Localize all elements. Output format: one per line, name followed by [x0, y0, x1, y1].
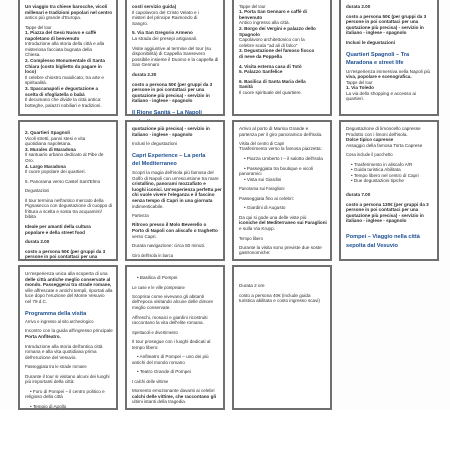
text-line: costo a persona 50€ (per gruppi da 3 — [346, 13, 427, 19]
text-line: ville affrescate e antichi templi, riportati alla — [25, 287, 113, 293]
text-line: Da qui si gode una delle viste più — [239, 214, 307, 220]
text-line: costo a persona 40€ (include guida — [239, 292, 311, 298]
text-line: religioso della città — [25, 394, 63, 400]
text-line: luce dopo l'eruzione del Monte Vesuvio — [25, 293, 105, 299]
text-line: luoghi iconici. Un'esperienza perfetta per — [132, 186, 222, 192]
text-line: chi vuole vivere l'eleganza e il fascino — [132, 192, 215, 198]
section-heading: Capri Experience – La perla — [132, 152, 206, 159]
text-line: Scoprirai come vivevano gli abitanti — [132, 293, 205, 299]
text-line: Il decumano che divide la città antica: — [25, 97, 102, 103]
bullet-item: • Teatro Grande di Pompei — [132, 369, 218, 375]
text-line: misteriosa facciata bugnata della — [25, 46, 92, 52]
subsection-label: Le case e le ville pompeiane — [132, 284, 185, 290]
text-line: partenza per il giro panoramico dell'isola. — [239, 131, 323, 137]
subsection-label: Cosa include il pacchetto — [346, 152, 393, 158]
text-line: durata 2.00 — [25, 239, 50, 245]
text-line: tempo libero: — [132, 344, 159, 350]
page-card — [339, 0, 439, 116]
subsection-label: Degustazioni — [25, 188, 50, 194]
text-line: 1. Via Toledo — [346, 85, 374, 91]
text-line: italiano - inglese - spagnolo — [346, 218, 407, 224]
subsection-label: Giro dell'isola in barca — [132, 252, 174, 258]
text-line: quotidiana napoletana. — [25, 141, 72, 147]
text-line: delle città antiche meglio conservate al — [25, 276, 111, 282]
text-line: popolare e della street food — [25, 229, 85, 235]
subsection-label: I calchi delle vittime — [132, 378, 169, 384]
text-line: Inclusi le degustazioni — [132, 141, 177, 147]
text-line: iconiche del Mediterraneo sui Faraglioni — [239, 220, 327, 226]
text-line: Un viaggio tra chiese barocche, vicoli — [25, 4, 108, 9]
text-line: Sanità — [239, 84, 253, 90]
text-line: senza tempo di Capri in una giornata — [132, 197, 213, 203]
text-line: dell'eruzione del Vesuvio. — [25, 354, 77, 360]
text-line: spiritualità. — [25, 80, 47, 86]
page-card — [125, 265, 225, 410]
text-line: millenari e tradizioni popolari nel centro — [25, 9, 113, 15]
text-line: disponibilità) di Cappella Sansevero — [132, 51, 206, 57]
bullet-item: • Foro di Pompei – il centro politico e — [25, 389, 111, 395]
text-line: Il tour termina nell'antico mercato della — [25, 197, 104, 203]
text-line: 4. Largo Maradona — [25, 163, 66, 169]
bullet-item: • Giardini di Augusto — [239, 205, 325, 211]
text-line: 1. Piazza del Gesù Nuovo e caffè — [25, 29, 97, 35]
text-line: italiano - inglese - spagnolo — [132, 98, 193, 104]
text-line: Chiara (costo biglietto da pagare in — [25, 63, 102, 69]
text-line: 2. Complesso Monumentale di Santa — [25, 57, 105, 63]
text-line: 5. Panorama verso Castel Sant'Elmo — [25, 178, 101, 184]
text-line: raccontano la vita dell'elite romana. — [132, 320, 204, 326]
text-line: Vicoli stretti, panni stesi e vita — [25, 135, 86, 141]
text-line: quotazione più precisa) - servizio in — [346, 212, 424, 218]
page-card — [18, 0, 118, 116]
page-card — [18, 265, 118, 410]
text-line: La strada dei presepi artigianali. — [132, 35, 198, 41]
text-line: 5. Palazzo Sanfelice — [239, 69, 283, 75]
text-line: persone in poi contattaci per una — [25, 254, 98, 260]
page-card — [232, 0, 332, 116]
text-line: quartieri. — [346, 96, 364, 102]
text-line: 2. Borgo dei Vergini e palazzo dello — [239, 25, 316, 31]
text-line: durata 7.00 — [346, 191, 371, 197]
text-line: 3. Degustazione del famoso fiocco — [239, 48, 315, 54]
bullet-item: • Tempio di Apollo — [25, 404, 111, 410]
bullet-item: • Anfiteatro di Pompei – uno dei più — [132, 354, 218, 360]
text-line: Capolavoro architettonico con la — [239, 37, 305, 43]
text-line: panoramici — [239, 171, 262, 177]
text-line: Oro. — [25, 157, 34, 163]
text-line: Visite aggiuntive al termine del tour (su — [132, 45, 212, 51]
bullet-item: • Tempo libero nel centro di Capri — [346, 173, 432, 179]
section-heading: Programma della visita — [25, 310, 87, 317]
text-line: costo a persona 50€ (per gruppi da 3 — [25, 248, 106, 254]
text-line: italiano - inglese - spagnolo — [346, 30, 407, 36]
text-line: bibita — [25, 214, 36, 220]
text-line: romana e alla vita quotidiana prima — [25, 349, 97, 355]
text-line: Dolce tipico capresse — [346, 137, 394, 143]
text-line: Introduzione alla storia della città e alla — [25, 41, 105, 47]
text-line: Ideale per amanti della cultura — [25, 223, 91, 229]
text-line: costo a persona 130€ (per gruppi da 3 — [346, 201, 429, 207]
bullet-item: • Due degustazioni tipiche — [346, 178, 432, 184]
text-line: Degustazione di limoncello capresse — [346, 126, 421, 131]
text-line: meglio conservate. — [132, 304, 171, 310]
text-line: antichi del mondo romano — [132, 359, 185, 365]
text-line: misteri del principe Raimondo di — [132, 15, 198, 21]
text-line: Prodotto con i limoni dell'isola. — [346, 131, 408, 137]
subsection-label: Tappe del tour — [346, 79, 373, 85]
text-line: Pignasecca con degustazione di cuoppo di — [25, 203, 113, 209]
page-card — [339, 120, 439, 261]
text-line: Trasferimento verso la famosa piazzetta: — [239, 146, 322, 152]
text-line: frittura a scelta e sosta tra acquamirri/ — [25, 208, 102, 214]
bullet-item: • Basilica di Pompei — [132, 275, 218, 281]
spacer — [132, 104, 218, 108]
text-line: Sangro. — [132, 20, 149, 26]
text-line: loco) — [25, 69, 36, 75]
text-line: celebre scala "ad ali di falco" — [239, 42, 298, 48]
spacer — [346, 46, 432, 50]
text-line: dell'epoca visitando alcune delle dimore — [132, 299, 214, 305]
text-line: Il celebre chiostro maiolicato, tra arte e — [25, 74, 104, 80]
text-line: Durata navigazione: circa 50 minuti. — [132, 243, 206, 249]
subsection-label: Passeggiata tra le strade romane — [25, 364, 87, 370]
subsection-label: Tappe del tour — [239, 4, 266, 9]
section-heading: Il Rione Sanità – La Napoli — [132, 109, 202, 116]
text-line: Incontro con la guida all'ingresso principale — [25, 328, 113, 334]
subsection-label: Tappe del tour — [25, 24, 52, 30]
subsection-label: Arrivo e ingresso al sito archeologico — [25, 319, 94, 325]
spacer — [346, 228, 432, 232]
spacer — [132, 147, 218, 151]
page-card — [18, 120, 118, 261]
text-line: Porta Anfiteatro. — [25, 333, 61, 339]
bottom-margin — [0, 410, 450, 450]
subsection-label: Panorama sui Faraglioni — [239, 186, 285, 192]
text-line: quotazione più precisa) - servizio in — [132, 126, 210, 131]
text-line: Durante la visita sono previste due soste — [239, 244, 322, 250]
text-line: Assaggio della famosa Torta Caprese — [346, 142, 423, 148]
text-line: verso Capri. — [132, 233, 157, 239]
text-line: Durata 2 ore — [239, 283, 265, 288]
text-line: Il capolavoro del Cristo Velato e i — [132, 9, 199, 15]
text-line: quotazione più precisa) - servizio in — [132, 92, 210, 98]
spacer — [25, 305, 111, 309]
text-line: 4. Visita esterna casa di Totò — [239, 63, 302, 69]
bullet-item: • Vista sui Giardini — [239, 177, 325, 183]
section-heading: Quartieri Spagnoli – Tra — [346, 51, 410, 58]
text-line: calchi delle vittime, che raccontano gli — [132, 393, 216, 399]
text-line: costi servizio guida) — [132, 4, 177, 9]
text-line: durata 2.00 — [346, 4, 371, 9]
subsection-label: Partenza — [132, 213, 149, 219]
text-line: Durante il tour si visitano alcuni dei luoghi — [25, 373, 110, 379]
text-line: e sulla Via Krupp. — [239, 225, 275, 231]
text-line: viva, popolare e scenografica. — [346, 74, 412, 80]
text-line: Golfo di Napoli con un'escursione tra mare — [132, 175, 219, 181]
text-line: persone in poi contattaci per una — [346, 19, 419, 25]
text-line: Introduzione alla storia dell'antica città — [25, 343, 103, 349]
text-line: Inclusi le degustazioni — [346, 39, 396, 45]
section-heading: del Mediterraneo — [132, 161, 177, 168]
text-line: Chiesa. — [25, 52, 41, 58]
text-line: più importanti della città: — [25, 379, 75, 385]
text-line: scelta di sfogliatella o babà — [25, 91, 85, 97]
text-line: Il cuore spirituale del quartiere. — [239, 89, 302, 95]
text-line: napoletano di benvenuto — [25, 35, 80, 41]
page-grid — [18, 0, 446, 410]
text-line: persone in poi contattaci per una — [346, 207, 419, 213]
section-heading: Maradona e street life — [346, 60, 404, 67]
text-line: 2. Quartieri Spagnoli — [25, 130, 70, 135]
text-line: Un'esperienza unica alla scoperta di una — [25, 271, 108, 276]
text-line: di neve da Poppella — [239, 53, 282, 59]
empty-slot — [339, 265, 439, 410]
text-line: antico più grande d'Europa. — [25, 15, 82, 21]
text-line: cristallino, panorami mozzafiato e — [132, 181, 206, 187]
text-line: benvenuto — [239, 14, 263, 20]
text-line: La via dello shopping e accesso ai — [346, 90, 416, 96]
page-card — [232, 265, 332, 410]
text-line: nel 79 d.C. — [25, 298, 48, 304]
bullet-item: • Piazza Umberto I – il salotto dell'isola — [239, 156, 325, 162]
text-line: possibile insieme il Duomo e la cappella di — [132, 56, 219, 62]
bullet-item: • Passeggiata tra boutique e vicoli — [239, 166, 325, 172]
text-line: gastronomiche: — [239, 250, 271, 256]
subsection-label: Tempo libero — [239, 235, 263, 241]
text-line: turistica abilitata e costo ingresso scavi) — [239, 298, 320, 304]
text-line: Antico ingresso alla città. — [239, 20, 290, 26]
text-line: durata 2.30 — [132, 71, 157, 77]
subsection-label: Spettacoli e divertimento — [132, 329, 178, 335]
text-line: San Gennaro — [132, 62, 160, 68]
section-heading: sepolta dal Vesuvio — [346, 242, 398, 249]
page-card — [125, 120, 225, 261]
text-line: Spagnolo — [239, 31, 260, 37]
text-line: Ritrovo presso il Molo Beverello o — [132, 222, 207, 228]
text-line: costo a persona 50€ (per gruppi da 3 — [132, 81, 213, 87]
text-line: indimenticabile. — [132, 203, 164, 209]
text-line: botteghe, palazzi nobiliari e tradizioni. — [25, 102, 102, 108]
text-line: mondo. Passeggerai tra strade romane, — [25, 282, 112, 288]
text-line: Momento emozionante davanti ai celebri — [132, 388, 215, 394]
text-line: italiano - inglese - spagnolo — [132, 131, 193, 137]
page-card — [232, 120, 332, 261]
text-line: 3. Murales di Maradona — [25, 146, 76, 152]
text-line: Il santuario urbano dedicato al Pibe de — [25, 152, 104, 158]
text-line: 3. Spaccanapoli e degustazione a — [25, 85, 99, 91]
text-line: quotazione più precisa) - servizio in — [346, 24, 424, 30]
text-line: Il cuore popolare dei quartieri. — [25, 169, 86, 175]
text-line: 6. Basilica di Santa Maria della — [239, 78, 306, 84]
text-line: 5. Via San Gregorio Armeno — [132, 30, 193, 36]
text-line: Affreschi, mosaici e giardini ricostruiti — [132, 314, 208, 320]
text-line: Scopri la magia dell'isola più famosa del — [132, 169, 214, 175]
text-line: Porto di Napoli con aliscafo o traghetto — [132, 227, 218, 233]
subsection-label: Visita del centro di Capri — [239, 141, 285, 147]
text-line: persone in poi contattaci per una — [132, 87, 205, 93]
bullet-item: • Trasferimento in aliscafo A/R — [346, 162, 432, 168]
section-heading: Pompei – Viaggio nella città — [346, 233, 420, 240]
bullet-item: • Guida turistica Abilitata — [346, 167, 432, 173]
text-line: Passeggiata fino ai celebri: — [239, 195, 294, 201]
text-line: Il tour prosegue con i luoghi dedicati al — [132, 338, 211, 344]
page-card — [125, 0, 225, 116]
text-line: Un'esperienza immersiva nella Napoli più — [346, 68, 431, 74]
text-line: ultimi istanti della tragedia. — [132, 399, 187, 405]
text-line: Arrivo al porto di Marina Grande e — [239, 126, 309, 131]
text-line: 1. Porta San Gennaro e caffè di — [239, 9, 307, 15]
